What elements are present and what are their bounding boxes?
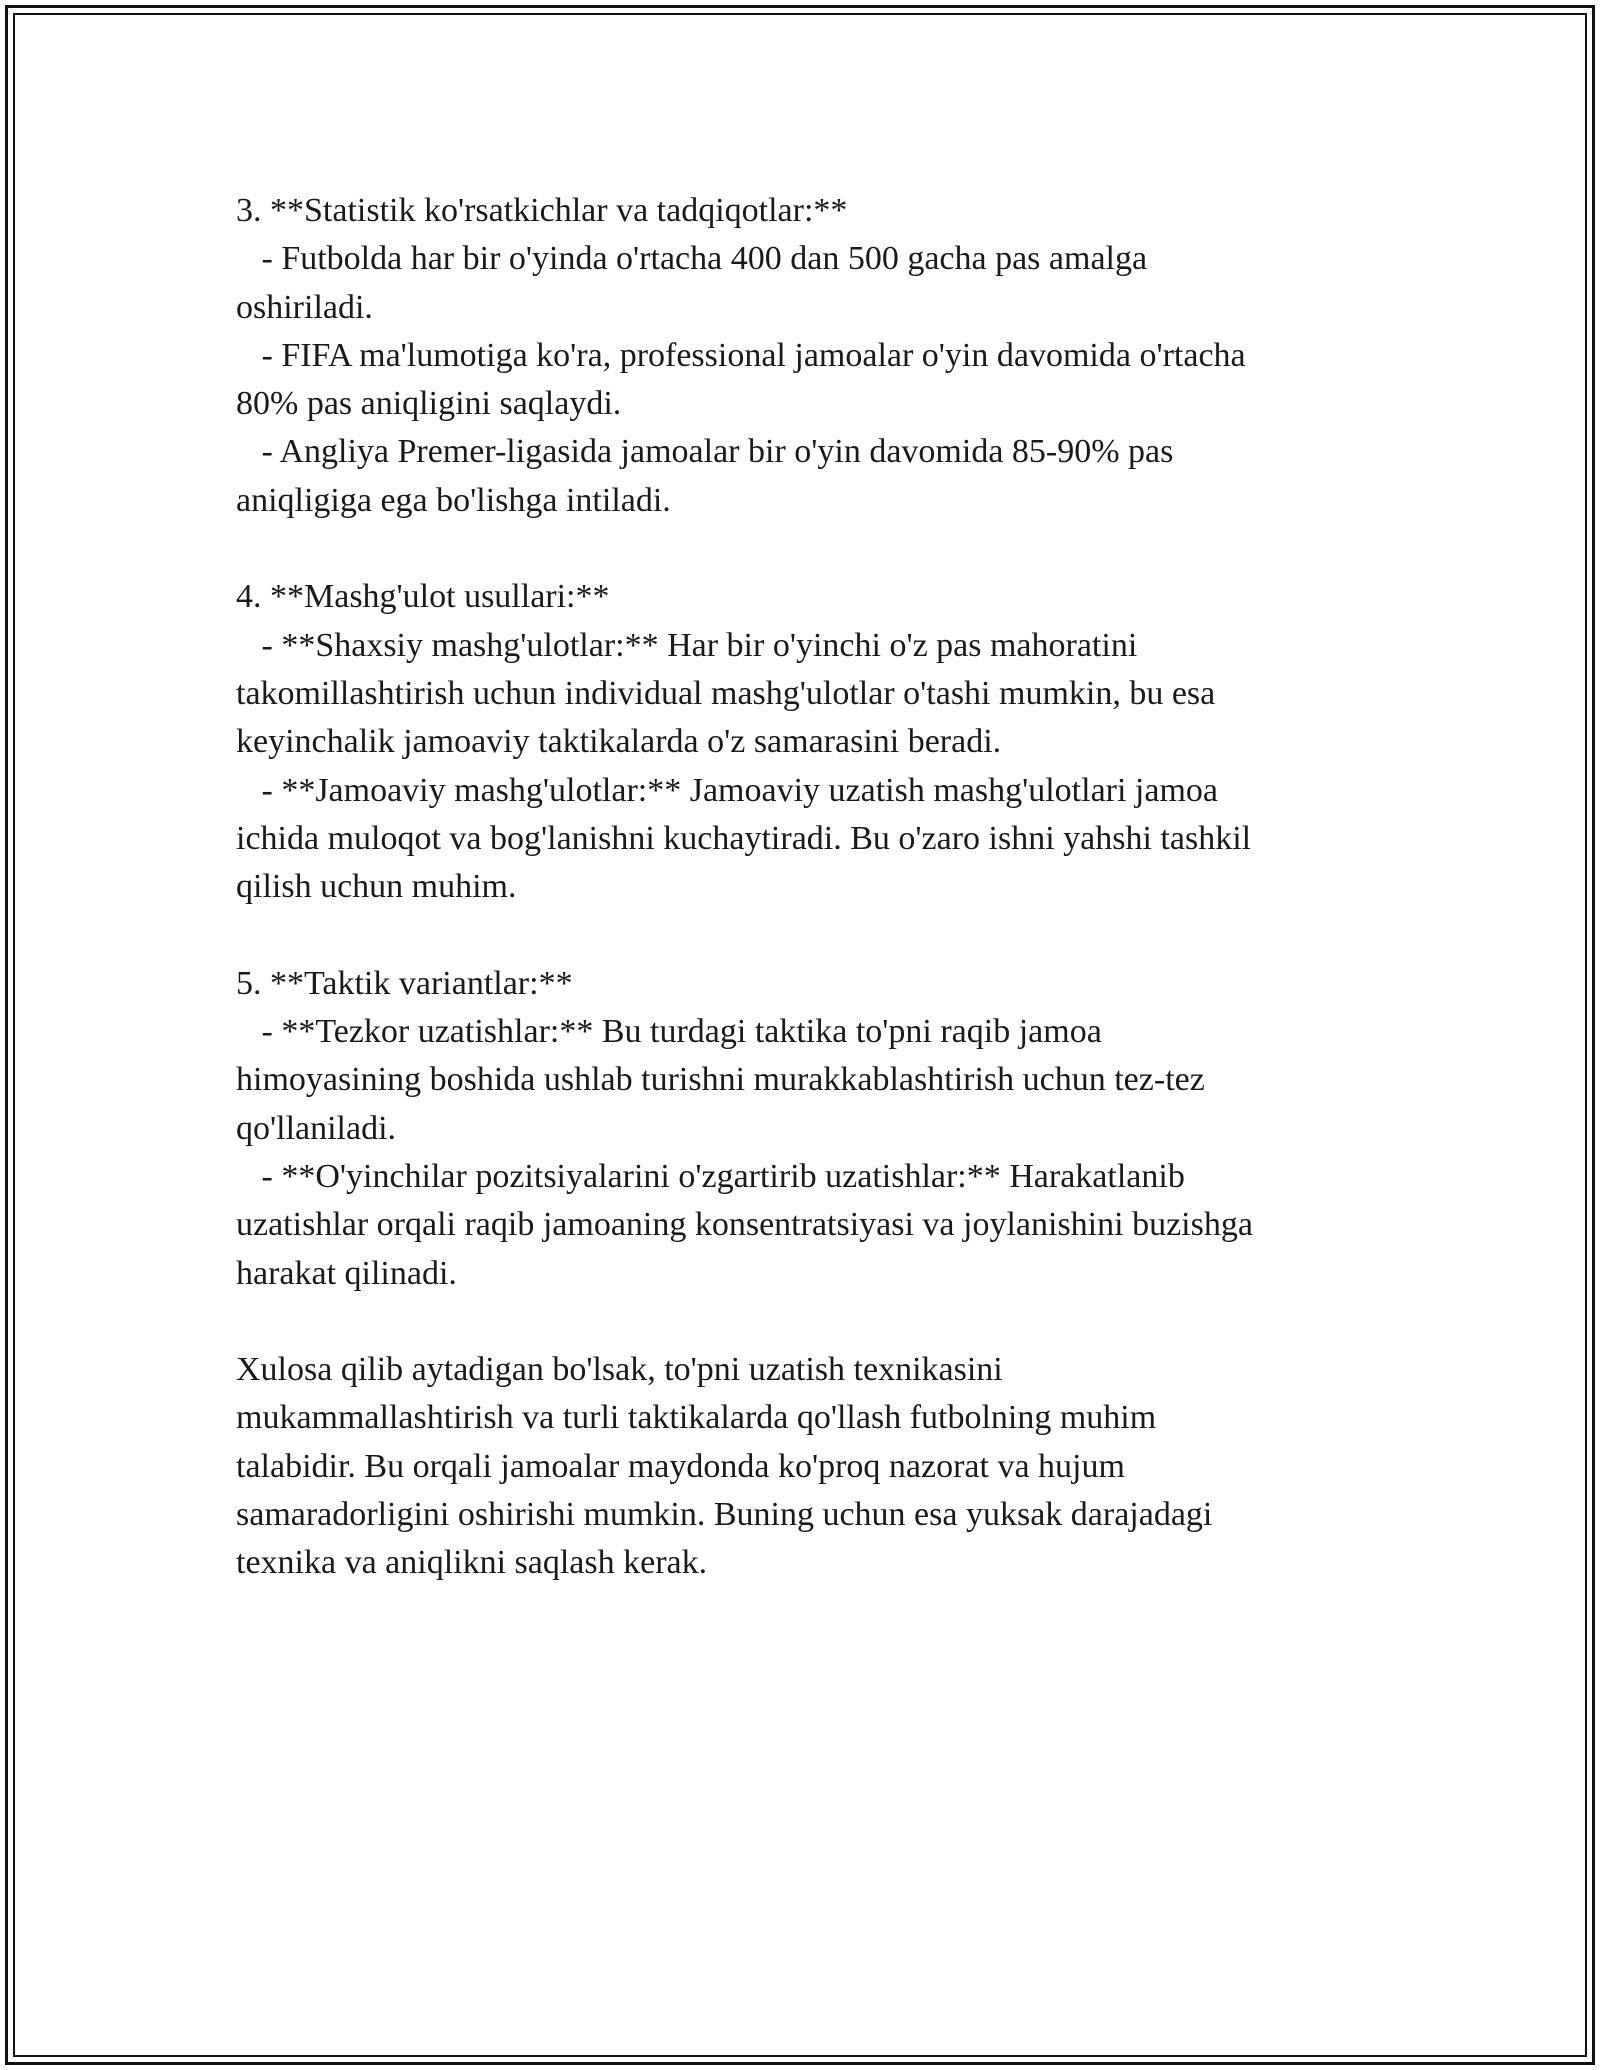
text-line: - Futbolda har bir o'yinda o'rtacha 400 dan 500 gacha pas amalga — [236, 240, 1148, 278]
text-line: 80% pas aniqligini saqlaydi. — [236, 385, 622, 423]
text-line: himoyasining boshida ushlab turishni murakkablashtirish uchun tez-tez — [236, 1061, 1205, 1099]
text-line: - **Tezkor uzatishlar:** Bu turdagi taktika to'pni raqib jamoa — [236, 1013, 1102, 1051]
conclusion-text-line: Xulosa qilib aytadigan bo'lsak, to'pni uzatish texnikasini — [236, 1351, 1003, 1389]
paragraph-gap — [236, 911, 1366, 959]
text-line: - FIFA ma'lumotiga ko'ra, professional jamoalar o'yin davomida o'rtacha — [236, 336, 1246, 374]
conclusion-text-line: talabidir. Bu orqali jamoalar maydonda ko'proq nazorat va hujum — [236, 1447, 1125, 1485]
conclusion-text-line: mukammallashtirish va turli taktikalarda qo'llash futbolning muhim — [236, 1399, 1157, 1437]
text-line: qilish uchun muhim. — [236, 868, 517, 906]
section-4-heading: 4. **Mashg'ulot usullari:** — [236, 578, 610, 616]
text-line: oshiriladi. — [236, 288, 373, 326]
text-line: keyinchalik jamoaviy taktikalarda o'z samarasini beradi. — [236, 723, 1002, 761]
conclusion-text-line: texnika va aniqlikni saqlash kerak. — [236, 1544, 708, 1582]
section-5-heading: 5. **Taktik variantlar:** — [236, 964, 573, 1002]
paragraph-gap — [236, 525, 1366, 573]
text-line: aniqligiga ega bo'lishga intiladi. — [236, 481, 671, 519]
text-line: - **O'yinchilar pozitsiyalarini o'zgartirib uzatishlar:** Harakatlanib — [236, 1157, 1185, 1195]
section-3-heading: 3. **Statistik ko'rsatkichlar va tadqiqotlar:** — [236, 192, 848, 229]
text-line: - **Shaxsiy mashg'ulotlar:** Har bir o'yinchi o'z pas mahoratini — [236, 626, 1138, 664]
text-line: uzatishlar orqali raqib jamoaning konsentratsiyasi va joylanishini buzishga — [236, 1206, 1253, 1244]
paragraph-gap — [236, 1298, 1366, 1346]
text-line: qo'llaniladi. — [236, 1109, 397, 1147]
conclusion-text-line: samaradorligini oshirishi mumkin. Buning uchun esa yuksak darajadagi — [236, 1496, 1213, 1534]
document-body — [236, 187, 1366, 1588]
text-line: takomillashtirish uchun individual mashg'ulotlar o'tashi mumkin, bu esa — [236, 674, 1216, 712]
text-line: - Angliya Premer-ligasida jamoalar bir o'yin davomida 85-90% pas — [236, 433, 1174, 471]
text-line: harakat qilinadi. — [236, 1254, 457, 1292]
text-line: - **Jamoaviy mashg'ulotlar:** Jamoaviy uzatish mashg'ulotlari jamoa — [236, 771, 1218, 809]
text-line: ichida muloqot va bog'lanishni kuchaytiradi. Bu o'zaro ishni yahshi tashkil — [236, 819, 1252, 857]
